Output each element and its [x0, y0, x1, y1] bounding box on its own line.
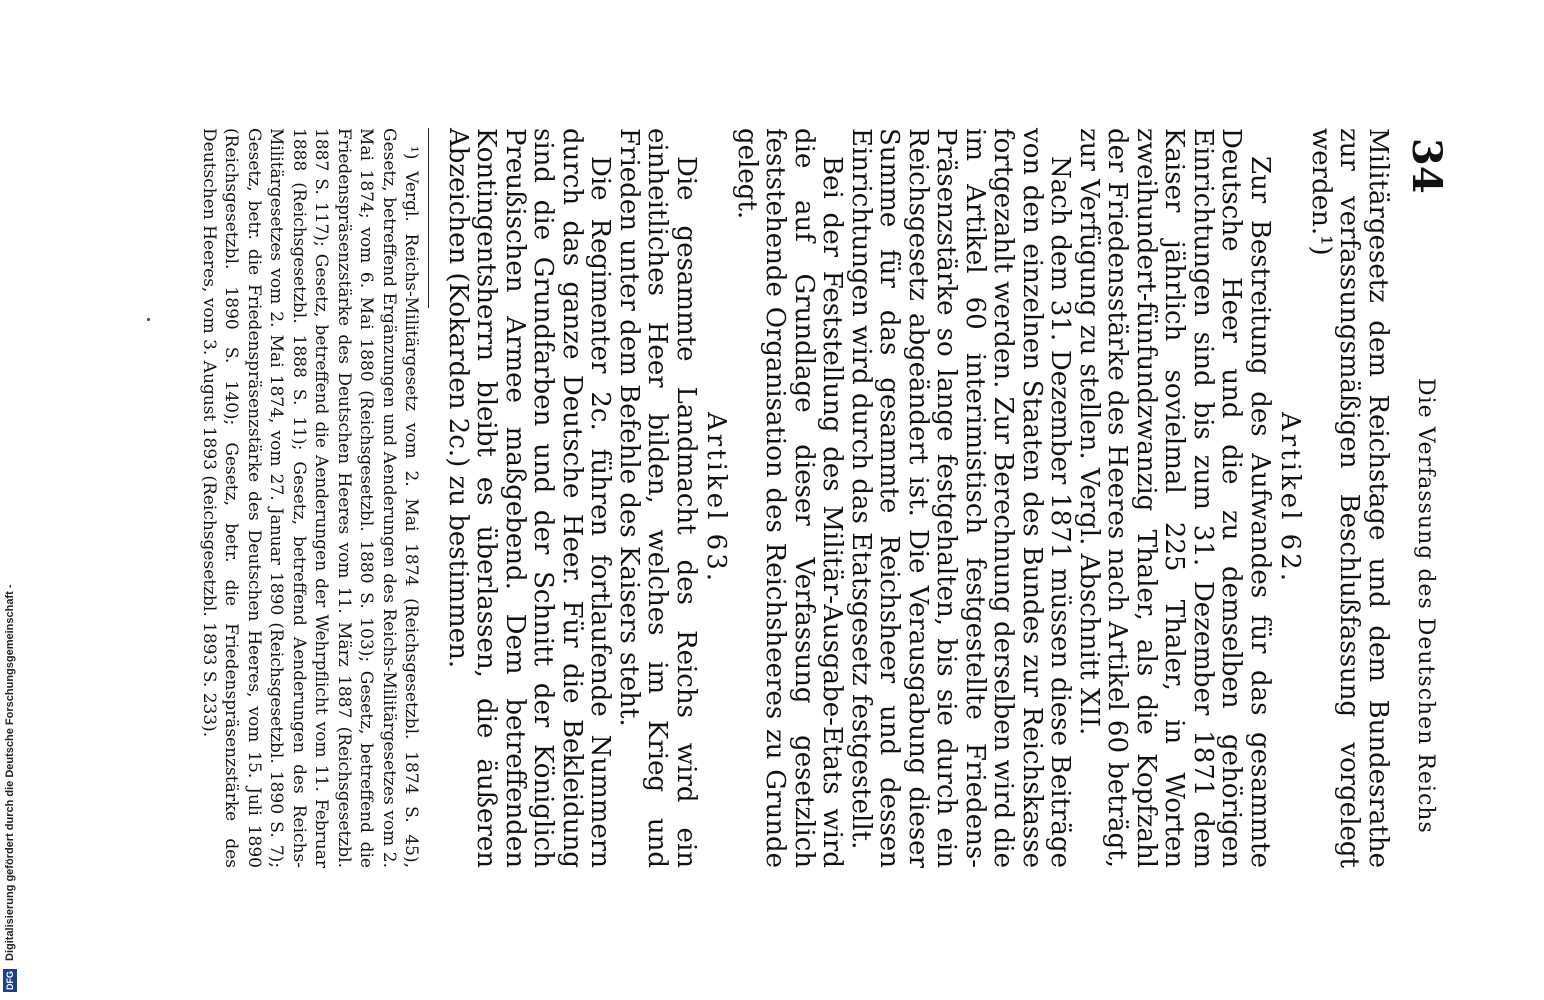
footnote-text: ¹) Vergl. Reichs-Militärgesetz vom 2. Mai 1874 (Reichsgesetzbl. 1874 S. 45), Gesetz, betreffend Ergänzungen und Aenderungen des Reichs-Militärgesetzes vom 2. Mai 1874; vom 6. Mai 1880 (Reichsgesetzbl. 1880 S. 103); Gesetz, betreffend die Friedenspräsenzstärke des Deutschen Heeres vom 11. März 1887 (Reichsgesetzbl. 1887 S. 117); Gesetz, betreffend die Aenderungen der Wehrpflicht vom 11. Februar 1888 (Reichsgesetzbl. 1888 S. 11); Gesetz, betreffend Aenderungen des Reichs-Militärgesetzes vom 2. Mai 1874, vom 27. Januar 1890 (Reichsgesetzbl. 1890 S. 7); Gesetz, betr. die Friedenspräsenzstärke des Deutschen Heeres, vom 15. Juli 1890 (Reichsgesetzbl. 1890 S. 140); Gesetz, betr. die Friedenspräsenzstärke des Deutschen Heeres, vom 3. August 1893 (Reichsgesetzbl. 1893 S. 233). — [199, 128, 422, 868]
footnote — [198, 128, 423, 868]
paragraph-art62-1: Zur Bestreitung des Aufwandes für das gesammte Deutsche Heer und die zu demselben gehörigen Einrichtungen sind bis zum 31. Dezember 1871 dem Kaiser jährlich sovielmal 225 Thaler, in Worten zweihundert-fünfundzwanzig Thaler, als die Kopfzahl der Friedensstärke des Heeres nach Artikel 60 beträgt, zur Verfügung zu stellen. Vergl. Abschnitt XII. — [1074, 128, 1275, 868]
scan-speck — [147, 318, 150, 321]
paragraph-art63-2: Die Regimenter 2c. führen fortlaufende Nummern durch das ganze Deutsche Heer. Für die Bekleidung sind die Grundfarben und der Schnitt der Königlich Preußischen Armee maßgebend. Dem betreffenden Kontingentsherrn bleibt es überlassen, die äußeren Abzeichen (Kokarden 2c.) zu bestimmen. — [443, 128, 616, 868]
running-head: Die Verfassung des Deutschen Reichs — [1413, 378, 1438, 834]
credit-text: Digitalisierung gefördert durch die Deutsche Forschungsgemeinschaft - — [4, 584, 16, 961]
page-header — [1390, 128, 1450, 868]
document-page — [170, 128, 1450, 868]
body-text — [198, 128, 1393, 868]
paragraph-art62-3: Bei der Feststellung des Militär-Ausgabe-Etats wird die auf Grundlage dieser Verfassung gesetzlich feststehende Organisation des Reichsheeres zu Grunde gelegt. — [732, 128, 848, 868]
article-63-heading: Artikel 63. — [701, 411, 732, 585]
footnote-divider — [429, 128, 430, 308]
page-number: 34 — [1403, 138, 1450, 194]
article-62-heading: Artikel 62. — [1275, 411, 1306, 585]
paragraph-continuation: Militärgesetz dem Reichstage und dem Bundesrathe zur verfassungsmäßigen Beschlußfassung vorgelegt werden.¹) — [1306, 128, 1393, 868]
dfg-logo: DFG — [5, 971, 15, 990]
paragraph-art62-2: Nach dem 31. Dezember 1871 müssen diese Beiträge von den einzelnen Staaten des Bundes zur Reichskasse fortgezahlt werden. Zur Berechnung derselben wird die im Artikel 60 interimistisch festgestellte Friedens-Präsenzstärke so lange festgehalten, bis sie durch ein Reichsgesetz abgeändert ist. Die Verausgabung dieser Summe für das gesammte Reichsheer und dessen Einrichtungen wird durch das Etatsgesetz festgestellt. — [846, 128, 1076, 868]
digitization-credit — [2, 0, 18, 996]
paragraph-art63-1: Die gesammte Landmacht des Reichs wird ein einheitliches Heer bilden, welches im Krieg und Frieden unter dem Befehle des Kaisers steht. — [614, 128, 701, 868]
